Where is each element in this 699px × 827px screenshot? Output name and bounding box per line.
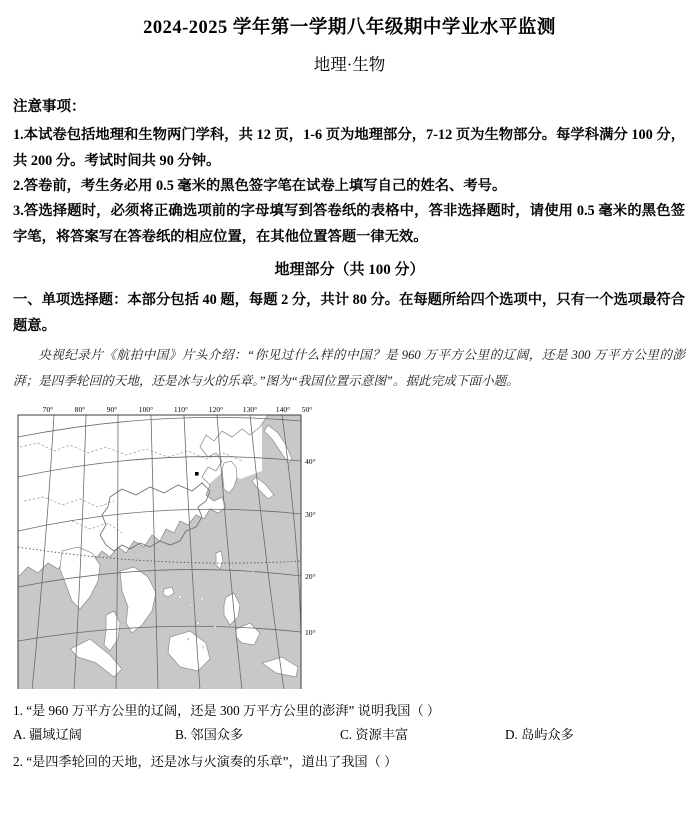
svg-text:30°: 30° [305, 509, 316, 519]
exam-page [0, 16, 699, 827]
svg-text:50°: 50° [301, 404, 313, 414]
question-1-option-c[interactable]: C. 资源丰富 [340, 727, 409, 743]
page-subtitle: 地理·生物 [313, 54, 386, 74]
material-paragraph: 央视纪录片《航拍中国》片头介绍：“你见过什么样的中国？是 960 万平方公里的辽阔，还是 300 万平方公里的澎湃；是四季轮回的天地，还是冰与火的乐章。”图为“我国位置示意图”。据此完成下面小题。 [13, 348, 685, 389]
question-1-option-b[interactable]: B. 邻国众多 [175, 727, 244, 743]
question-1-options [13, 721, 685, 749]
svg-text:40°: 40° [305, 456, 316, 466]
question-2-stem: 2. “是四季轮回的天地，还是冰与火演奏的乐章”，道出了我国（ ） [13, 754, 398, 770]
section-heading: 地理部分（共 100 分） [274, 262, 425, 279]
svg-text:120°: 120° [208, 404, 224, 414]
notice-item-2: 2.答卷前，考生务必用 0.5 毫米的黑色签字笔在试卷上填写自己的姓名、考号。 [13, 178, 507, 195]
beijing-marker-dot [195, 472, 199, 476]
page-title: 2024-2025 学年第一学期八年级期中学业水平监测 [143, 18, 556, 38]
svg-text:10°: 10° [305, 627, 316, 637]
svg-text:20°: 20° [305, 571, 316, 581]
question-1-stem: 1. “是 960 万平方公里的辽阔，还是 300 万平方公里的澎湃” 说明我国（ ） [13, 702, 441, 718]
svg-text:80°: 80° [74, 404, 86, 414]
svg-text:100°: 100° [138, 404, 154, 414]
questions-block [0, 698, 699, 773]
svg-text:110°: 110° [173, 404, 189, 414]
map-figure [10, 401, 355, 689]
svg-text:90°: 90° [106, 404, 118, 414]
longitude-labels [43, 405, 313, 414]
question-1-option-d[interactable]: D. 岛屿众多 [505, 727, 574, 743]
china-location-map [10, 401, 355, 689]
svg-text:70°: 70° [42, 404, 54, 414]
question-1-option-a[interactable]: A. 疆域辽阔 [13, 727, 82, 743]
notice-heading: 注意事项： [13, 99, 86, 116]
latitude-labels [305, 457, 316, 637]
svg-text:140°: 140° [275, 404, 291, 414]
notice-item-3: 3.答选择题时，必须将正确选项前的字母填写到答卷纸的表格中，答非选择题时，请使用 0.5 毫米的黑色签字笔，将答案写在答卷纸的相应位置，在其他位置答题一律无效。 [13, 203, 685, 245]
notice-block [0, 97, 699, 250]
notice-item-1: 1.本试卷包括地理和生物两门学科，共 12 页，1-6 页为地理部分，7-12 页为生物部分。每学科满分 100 分，共 200 分。考试时间共 90 分钟。 [13, 127, 685, 169]
svg-text:130°: 130° [242, 404, 258, 414]
section-instruction: 一、单项选择题：本部分包括 40 题，每题 2 分，共计 80 分。在每题所给四个选项中，只有一个选项最符合题意。 [13, 291, 685, 334]
